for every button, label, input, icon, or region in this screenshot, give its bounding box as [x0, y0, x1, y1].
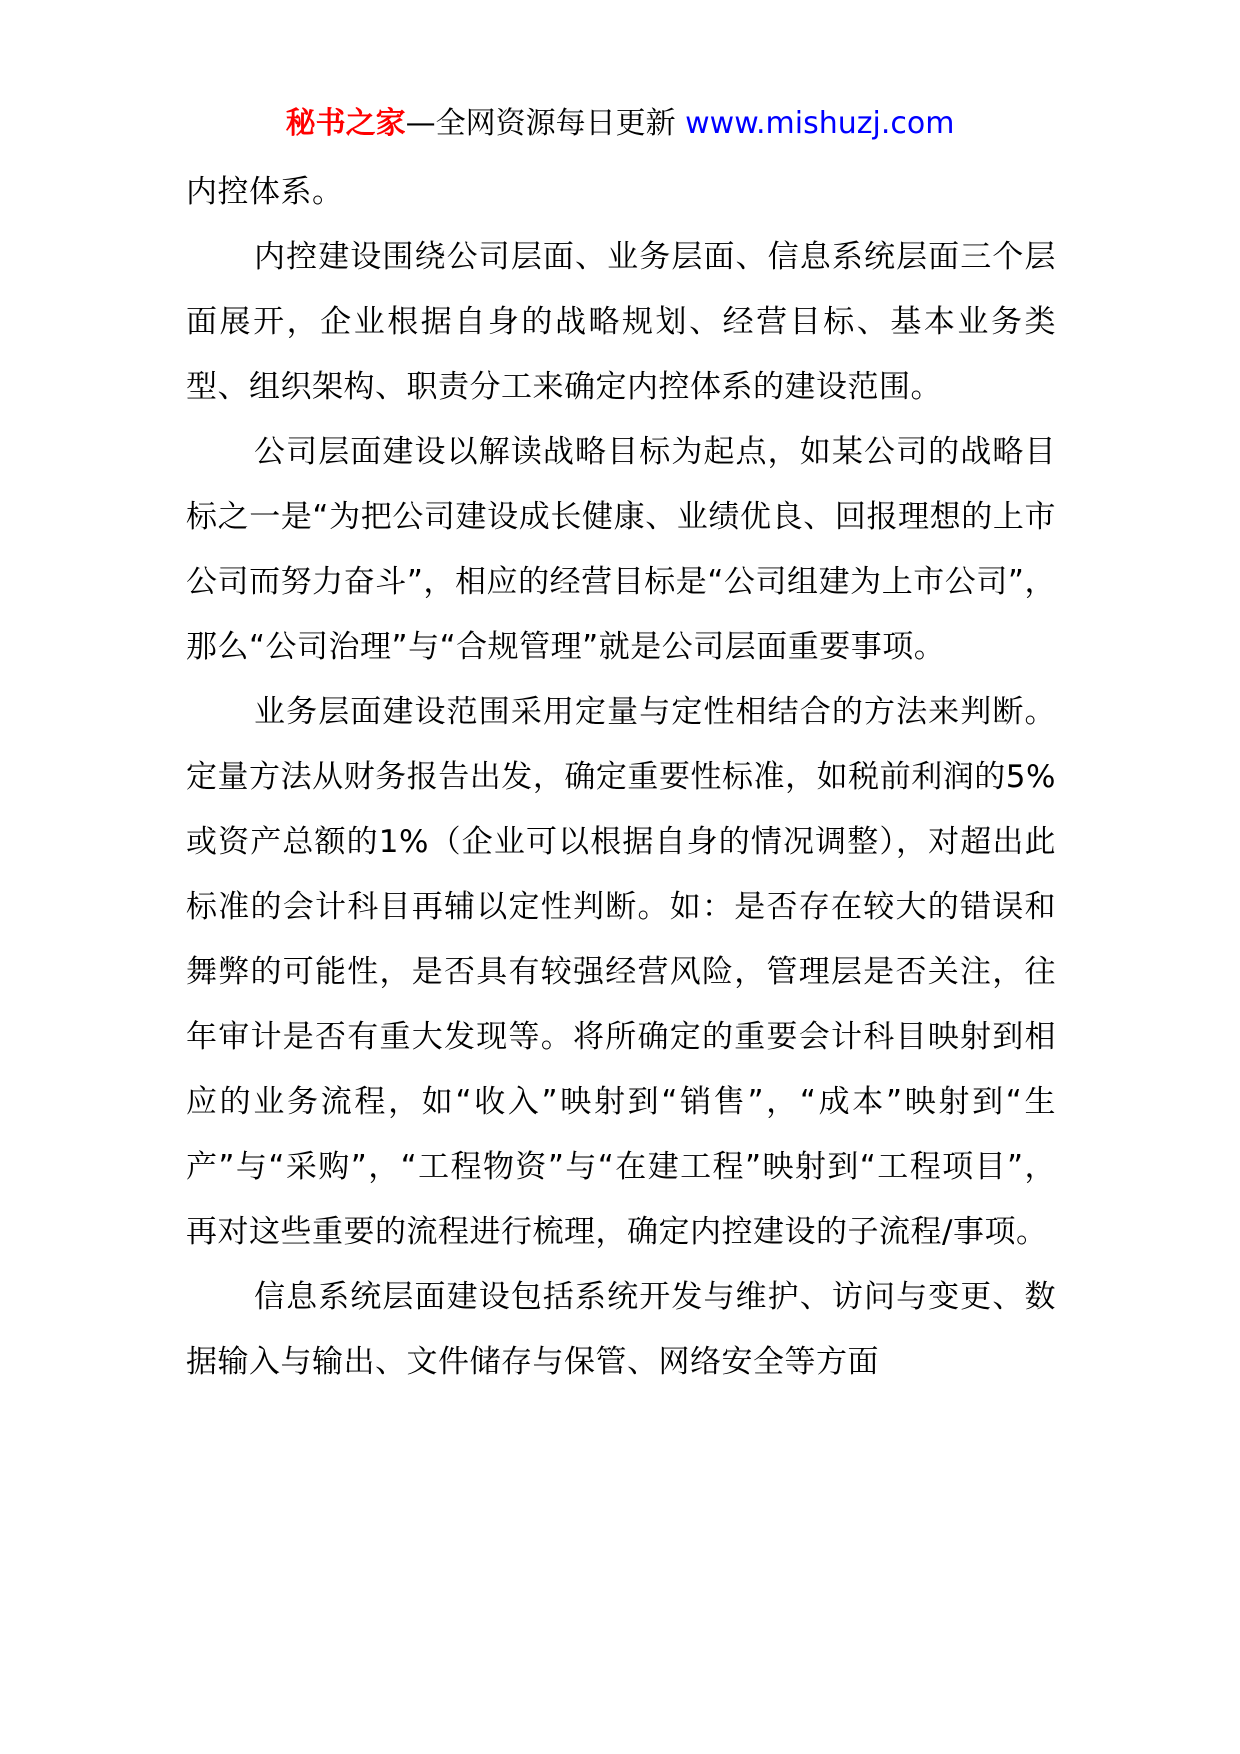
document-body [186, 160, 1056, 1395]
paragraph-it-level: 信息系统层面建设包括系统开发与维护、访问与变更、数据输入与输出、文件储存与保管、网络安全等方面 [186, 1279, 1056, 1380]
site-brand: 秘书之家 [285, 106, 406, 141]
site-tagline: —全网资源每日更新 [405, 106, 686, 141]
paragraph-business-level: 业务层面建设范围采用定量与定性相结合的方法来判断。定量方法从财务报告出发，确定重要性标准，如税前利润的5%或资产总额的1%（企业可以根据自身的情况调整），对超出此标准的会计科目再辅以定性判断。如：是否存在较大的错误和舞弊的可能性，是否具有较强经营风险，管理层是否关注，往年审计是否有重大发现等。将所确定的重要会计科目映射到相应的业务流程，如“收入”映射到“销售”，“成本”映射到“生产”与“采购”，“工程物资”与“在建工程”映射到“工程项目”，再对这些重要的流程进行梳理，确定内控建设的子流程/事项。 [186, 694, 1056, 1250]
paragraph-scope: 内控建设围绕公司层面、业务层面、信息系统层面三个层面展开，企业根据自身的战略规划、经营目标、基本业务类型、组织架构、职责分工来确定内控体系的建设范围。 [186, 239, 1056, 405]
site-header [0, 102, 1240, 146]
site-url-link[interactable]: www.mishuzj.com [685, 106, 955, 141]
paragraph-continuation: 内控体系。 [186, 174, 344, 210]
paragraph-company-level: 公司层面建设以解读战略目标为起点，如某公司的战略目标之一是“为把公司建设成长健康、业绩优良、回报理想的上市公司而努力奋斗”，相应的经营目标是“公司组建为上市公司”，那么“公司治理”与“合规管理”就是公司层面重要事项。 [186, 434, 1056, 665]
